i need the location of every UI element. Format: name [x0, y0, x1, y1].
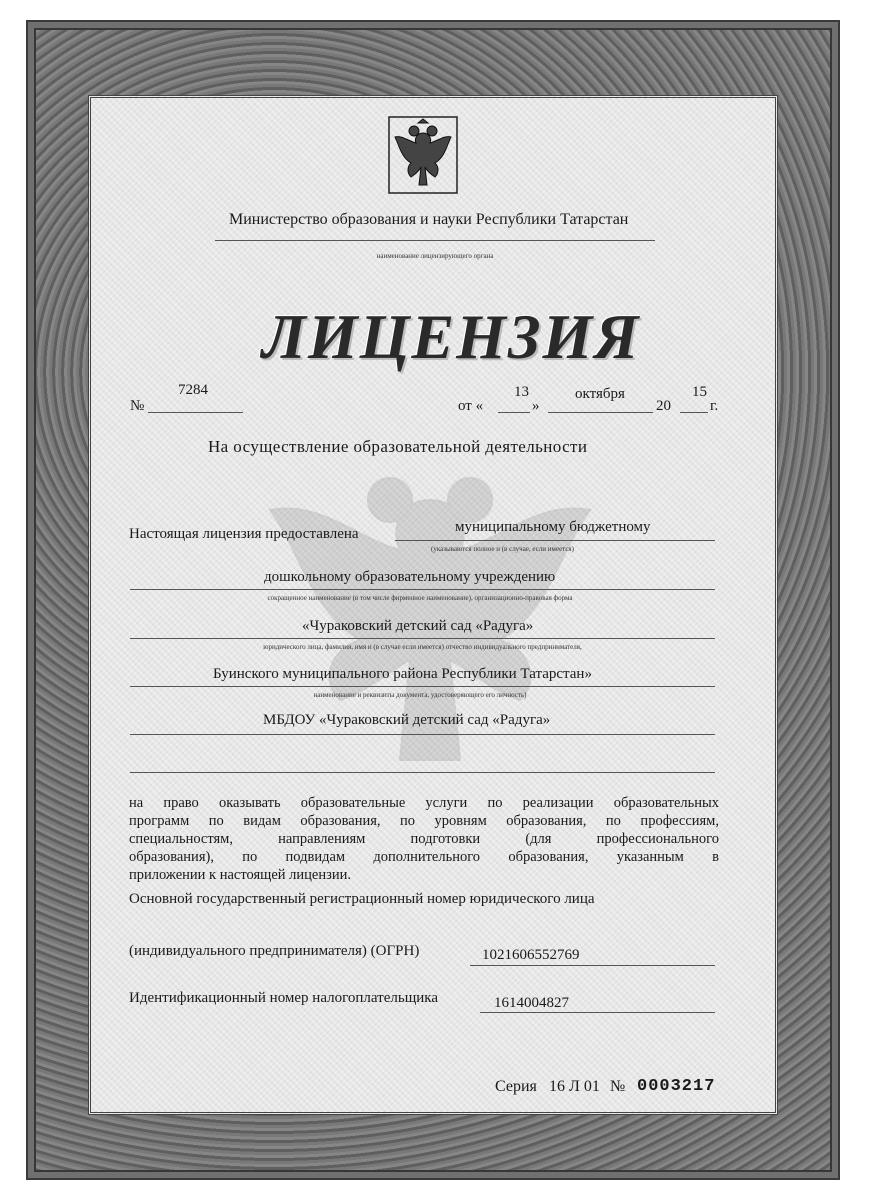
year-prefix: 20: [656, 398, 671, 414]
issue-year: 15: [692, 384, 707, 400]
series-number-label: №: [610, 1078, 626, 1095]
grantee-underline-6: [130, 772, 715, 773]
grantee-caption-3: юридического лица, фамилия, имя и (в случае если имеется) отчество индивидуального предпринимателя,: [263, 643, 582, 651]
year-suffix: г.: [710, 398, 719, 414]
ogrn-value: 1021606552769: [482, 947, 580, 963]
grantee-underline-2: [130, 589, 715, 590]
inn-label: Идентификационный номер налогоплательщика: [129, 990, 439, 1006]
grantee-underline-5: [130, 734, 715, 735]
grantee-caption-1: (указываются полное и (в случае, если имеется): [430, 545, 574, 553]
series-value: 16 Л 01: [549, 1078, 600, 1095]
day-line: [498, 412, 530, 413]
license-number: 7284: [178, 382, 208, 398]
rights-line-2: программ по видам образования, по уровням образования, по профессиям,: [129, 813, 719, 829]
grantee-caption-2: сокращенное наименование (в том числе фирменное наименование), организационно-правовая форма: [267, 594, 573, 602]
ogrn-line: [470, 965, 715, 966]
rights-paragraph: [129, 794, 719, 884]
rights-line-3: специальностям, направлениям подготовки (для профессионального: [129, 831, 719, 847]
grantee-underline-4: [130, 686, 715, 687]
series-label: Серия: [495, 1078, 537, 1095]
rights-line-1: на право оказывать образовательные услуги по реализации образовательных: [129, 795, 719, 811]
grantee-underline-1: [395, 540, 715, 541]
document-title: ЛИЦЕНЗИЯ: [262, 301, 641, 372]
from-label: от «: [458, 398, 484, 414]
rights-line-4: образования), по подвидам дополнительного образования, указанным в: [129, 849, 719, 865]
grantee-line-5: МБДОУ «Чураковский детский сад «Радуга»: [263, 712, 551, 728]
activity-type: На осуществление образовательной деятельности: [208, 437, 588, 456]
issuer-line: [215, 240, 655, 241]
number-line: [148, 412, 243, 413]
grantee-underline-3: [130, 638, 715, 639]
coat-of-arms-icon: [387, 115, 459, 195]
rights-line-5: приложении к настоящей лицензии.: [129, 867, 351, 883]
grantee-intro: Настоящая лицензия предоставлена: [129, 526, 359, 542]
grantee-line-3: «Чураковский детский сад «Радуга»: [302, 618, 534, 634]
issue-day: 13: [514, 384, 529, 400]
inn-value: 1614004827: [494, 995, 569, 1011]
number-label: №: [130, 398, 145, 414]
ogrn-label-2: (индивидуального предпринимателя) (ОГРН): [129, 943, 420, 959]
ogrn-label-1: Основной государственный регистрационный номер юридического лица: [129, 891, 595, 907]
grantee-caption-4: наименование и реквизиты документа, удостоверяющего его личность): [313, 691, 527, 699]
grantee-line-2: дошкольному образовательному учреждению: [264, 569, 556, 585]
issuer-name: Министерство образования и науки Республики Татарстан: [229, 211, 629, 228]
grantee-line-1: муниципальному бюджетному: [455, 519, 651, 535]
issue-month: октября: [575, 386, 625, 402]
month-line: [548, 412, 653, 413]
series-number: 0003217: [637, 1077, 716, 1096]
issuer-caption: наименование лицензирующего органа: [376, 252, 494, 260]
grantee-line-4: Буинского муниципального района Республики Татарстан»: [213, 666, 592, 682]
inn-line: [480, 1012, 715, 1013]
quote-close: »: [532, 398, 540, 414]
year-line: [680, 412, 708, 413]
